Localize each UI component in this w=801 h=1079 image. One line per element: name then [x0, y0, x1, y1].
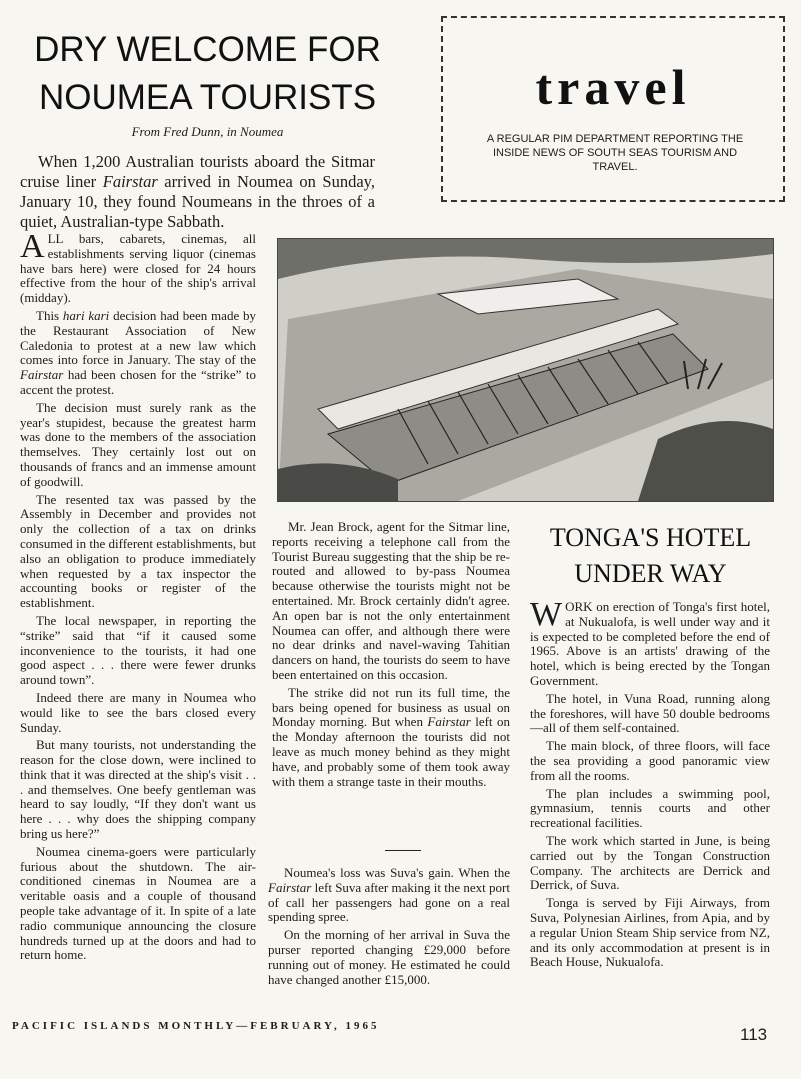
ship-name: Fairstar — [20, 367, 64, 383]
paragraph — [272, 686, 510, 790]
tonga-headline-line-2: UNDER WAY — [574, 559, 727, 588]
ship-name: Fairstar — [268, 879, 312, 895]
paragraph: The local newspaper, in reporting the “strike” said that “if it caused some inconvenience to the tourists, it had one good aspect . . . there were fewer drunks around town”. — [20, 612, 256, 688]
hotel-drawing — [277, 238, 774, 502]
paragraph — [20, 228, 256, 306]
hotel-illustration — [278, 239, 773, 501]
section-divider — [385, 850, 421, 851]
paragraph: The hotel, in Vuna Road, running along the foreshores, will have 50 double bedrooms—all of them self-contained. — [530, 690, 770, 736]
paragraph: But many tourists, not understanding the reason for the close down, were inclined to think that it was directed at the ship's visit . . . and themselves. One beefy gentleman was heard to say loudly, “If they don't want us here . . . why does the shipping company bring us here?” — [20, 737, 256, 842]
paragraph: On the morning of her arrival in Suva the purser reported changing £29,000 before running out of money. He estimated he could have changed another £15,000. — [268, 927, 510, 987]
paragraph: Noumea cinema-goers were particularly furious about the shutdown. The air-conditioned cinemas in Noumea are a veritable oasis and a couple of thousand people take advantage of it. In spite of a late radio communique announcing the closure hundreds turned up at the doors and had to return home. — [20, 843, 256, 963]
paragraph: The decision must surely rank as the year's stupidest, because the greatest harm was done to the members of the association themselves. They certainly lost out on thousands of francs and an immense amount of goodwill. — [20, 399, 256, 489]
paragraph: The main block, of three floors, will face the sea providing a good panoramic view from all the rooms. — [530, 738, 770, 783]
text: left on the Monday afternoon the tourists did not leave as much money behind as they might have, and probably some of them took away with them a strange taste in their mouths. — [272, 714, 510, 789]
drop-cap: W — [530, 596, 563, 633]
tonga-article — [530, 596, 770, 970]
travel-description: A REGULAR PIM DEPARTMENT REPORTING THE INSIDE NEWS OF SOUTH SEAS TOURISM AND TRAVEL. — [486, 133, 744, 173]
article-column-2 — [272, 520, 510, 789]
paragraph: Indeed there are many in Noumea who would like to see the bars closed every Sunday. — [20, 689, 256, 735]
paragraph — [20, 309, 256, 398]
standfirst-text-b: arrived in Noumea on Sunday, January 10, they found Noumeans in the throes of a quiet, Australian-type Sabbath. — [20, 172, 375, 231]
drop-cap: A — [20, 228, 45, 265]
paragraph — [268, 866, 510, 925]
publication-footer: PACIFIC ISLANDS MONTHLY—FEBRUARY, 1965 — [12, 1020, 380, 1032]
standfirst-text-a: When 1,200 Australian tourists aboard the Sitmar cruise liner — [20, 152, 375, 191]
italic-text: hari kari — [62, 307, 110, 323]
byline: From Fred Dunn, in Noumea — [131, 124, 284, 139]
standfirst-ship-name: Fairstar — [102, 172, 158, 191]
paragraph: Mr. Jean Brock, agent for the Sitmar line, reports receiving a telephone call from the Tourist Bureau suggesting that the ship be re-routed and allowed to by-pass Noumea because otherwise the tourists might not be entertained. Mr. Brock certainly didn't agree. An open bar is not the only entertainment Noumea can offer, and although there were no dear drinks and navel-waving Tahitian dancers on hand, the tourists do seem to have been entertained on this occasion. — [272, 519, 510, 682]
paragraph: Tonga is served by Fiji Airways, from Suva, Polynesian Airlines, from Apia, and by a regular Union Steam Ship service from NZ, and its only accommodation at present is in Beach House, Nukualofa. — [530, 895, 770, 970]
tonga-headline-line-1: TONGA'S HOTEL — [549, 523, 752, 552]
paragraph-text: ORK on erection of Tonga's first hotel, at Nukualofa, is well under way and it is expected to be completed before the end of 1965. Above is an artists' drawing of the hotel, which is being erected by the Tongan Government. — [530, 599, 770, 688]
text: had been chosen for the “strike” to accent the protest. — [20, 367, 256, 397]
tonga-headline — [528, 520, 773, 592]
paragraph-text: LL bars, cabarets, cinemas, all establishments serving liquor (cinemas have bars here) were closed for 24 hours effective from the hour of the ship's arrival (midday). — [20, 231, 256, 306]
article-column-1 — [20, 228, 256, 963]
paragraph — [530, 596, 770, 689]
headline-line-2: NOUMEA TOURISTS — [38, 78, 377, 117]
text: This — [36, 307, 63, 323]
headline-line-1: DRY WELCOME FOR — [34, 30, 381, 69]
text: decision had been made by the Restaurant Association of New Caledonia to protest at a new law which comes into force in January. The stay of the — [20, 307, 256, 368]
text: Noumea's loss was Suva's gain. When the — [284, 865, 510, 880]
paragraph: The resented tax was passed by the Assembly in December and provides not only the collection of a tax on drinks consumed in the different establishments, but also an obligation to produce immediately when requested by a tax inspector the accounting books or register of the establishment. — [20, 491, 256, 611]
paragraph: The plan includes a swimming pool, gymnasium, tennis courts and other recreational facilities. — [530, 785, 770, 831]
headline — [20, 26, 395, 122]
text: left Suva after making it the next port of call her passengers had gone on a real spending spree. — [268, 879, 510, 925]
article-column-2-continued — [268, 866, 510, 987]
ship-name: Fairstar — [427, 714, 471, 730]
text: The strike did not run its full time, the bars being opened for business as usual on Monday morning. But when — [272, 684, 510, 730]
travel-title: travel — [535, 59, 691, 115]
standfirst — [20, 152, 375, 232]
paragraph: The work which started in June, is being carried out by the Tongan Construction Company. The architects are Derrick and Derrick, of Suva. — [530, 832, 770, 893]
page-number: 113 — [740, 1025, 768, 1044]
